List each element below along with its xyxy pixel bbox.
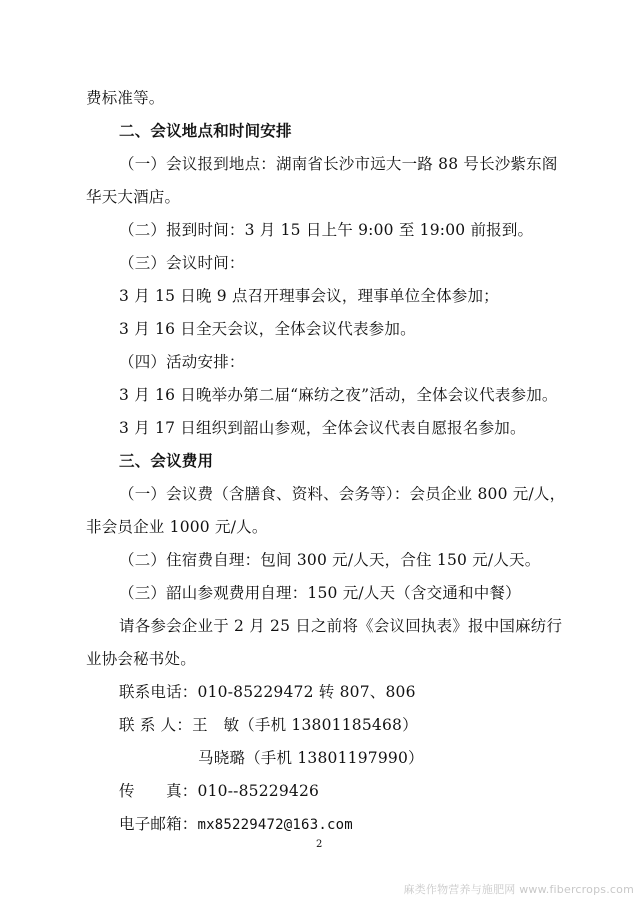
contact-email-value: mx85229472@163.com — [197, 817, 353, 833]
contact-fax-label: 传 真： — [119, 782, 198, 800]
activity-line-2: 3 月 17 日组织到韶山参观，全体会议代表自愿报名参加。 — [119, 419, 526, 437]
fee-line-1-continuation: 非会员企业 1000 元/人。 — [86, 518, 268, 536]
contact-phone-value: 010-85229472 转 807、806 — [197, 683, 416, 701]
contact-fax-value: 010--85229426 — [197, 782, 320, 800]
meeting-time-line-2: 3 月 16 日全天会议，全体会议代表参加。 — [119, 320, 416, 338]
contact-email-label: 电子邮箱： — [119, 815, 198, 833]
meeting-location-continuation: 华天大酒店。 — [86, 188, 181, 206]
submission-line: 请各参会企业于 2 月 25 日之前将《会议回执表》报中国麻纺行 — [119, 617, 563, 635]
page-number: 2 — [316, 839, 323, 850]
meeting-location-line: （一）会议报到地点：湖南省长沙市远大一路 88 号长沙紫东阁 — [119, 155, 558, 173]
contact-phone-label: 联系电话： — [119, 683, 198, 701]
contact-person-label: 联 系 人： — [119, 716, 193, 734]
activity-line-1: 3 月 16 日晚举办第二届“麻纺之夜”活动，全体会议代表参加。 — [119, 386, 558, 404]
activity-heading: （四）活动安排： — [119, 353, 245, 371]
submission-continuation: 业协会秘书处。 — [86, 650, 196, 668]
section-heading-3: 三、会议费用 — [119, 451, 214, 470]
contact-person-1: 王 敏（手机 13801185468） — [192, 716, 418, 734]
contact-person-2: 马晓璐（手机 13801197990） — [198, 749, 424, 767]
fee-line-2: （二）住宿费自理：包间 300 元/人天，合住 150 元/人天。 — [119, 551, 541, 569]
contact-phone-row — [119, 682, 416, 702]
fee-line-1: （一）会议费（含膳食、资料、会务等）：会员企业 800 元/人， — [119, 485, 566, 503]
meeting-time-line-1: 3 月 15 日晚 9 点召开理事会议，理事单位全体参加； — [119, 287, 499, 305]
registration-time-line: （二）报到时间：3 月 15 日上午 9:00 至 19:00 前报到。 — [119, 221, 534, 239]
contact-fax-row — [119, 781, 319, 801]
fee-line-3: （三）韶山参观费用自理：150 元/人天（含交通和中餐） — [119, 584, 521, 602]
contact-email-row — [119, 814, 353, 835]
contact-person-row — [119, 715, 418, 735]
meeting-time-heading: （三）会议时间： — [119, 254, 245, 272]
section-heading-2: 二、会议地点和时间安排 — [119, 121, 292, 140]
text-line-1: 费标准等。 — [86, 89, 165, 107]
watermark-text: 麻类作物营养与施肥网 www.fibercrops.com — [403, 883, 634, 896]
